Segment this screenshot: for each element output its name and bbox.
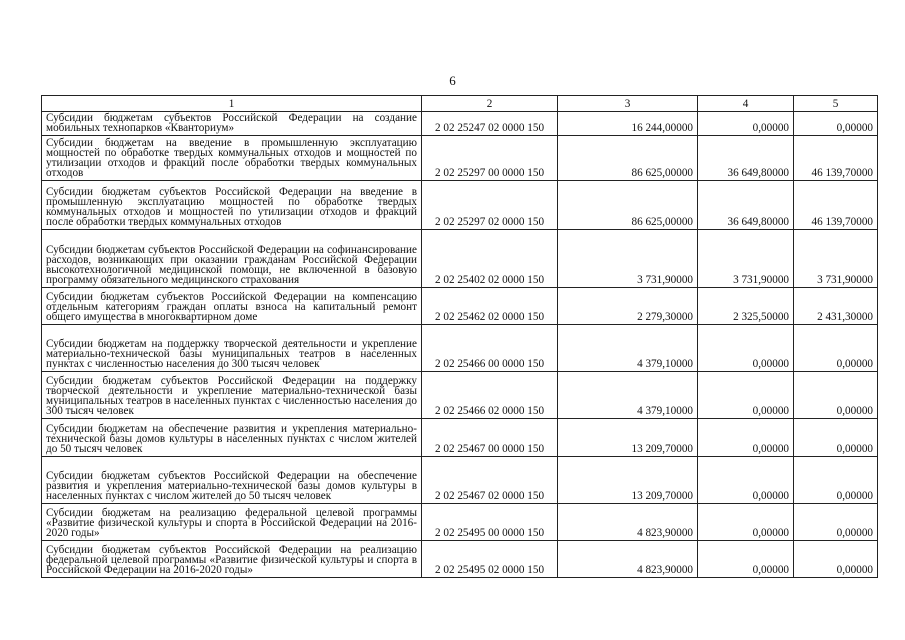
row-value-col3: 2 279,30000 [558, 288, 698, 325]
row-code: 2 02 25297 00 0000 150 [422, 136, 558, 181]
table-row [42, 288, 878, 325]
row-value-col3: 16 244,00000 [558, 112, 698, 136]
table-row [42, 181, 878, 230]
row-value-col5: 2 431,30000 [794, 288, 878, 325]
table-header-row [42, 96, 878, 112]
row-value-col5: 0,00000 [794, 112, 878, 136]
row-description: Субсидии бюджетам субъектов Российской Федерации на поддержку творческой деятельности и укрепление материально-технической базы муниципальных театров в населенных пунктах с численностью населения до 300 тысяч человек [42, 372, 422, 419]
row-value-col5: 0,00000 [794, 419, 878, 457]
row-value-col4: 0,00000 [698, 112, 794, 136]
row-description: Субсидии бюджетам субъектов Российской Федерации на создание мобильных технопарков «Кванториум» [42, 112, 422, 136]
row-value-col4: 3 731,90000 [698, 230, 794, 288]
row-value-col3: 4 379,10000 [558, 372, 698, 419]
row-value-col3: 86 625,00000 [558, 136, 698, 181]
table-row [42, 504, 878, 541]
row-value-col3: 13 209,70000 [558, 457, 698, 504]
row-value-col5: 0,00000 [794, 504, 878, 541]
row-code: 2 02 25297 02 0000 150 [422, 181, 558, 230]
page-number: 6 [449, 73, 456, 88]
row-value-col5: 0,00000 [794, 541, 878, 578]
row-value-col4: 0,00000 [698, 504, 794, 541]
row-value-col4: 36 649,80000 [698, 181, 794, 230]
row-description: Субсидии бюджетам субъектов Российской Федерации на реализацию федеральной целевой программы «Развитие физической культуры и спорта в Российской Федерации на 2016-2020 годы» [42, 541, 422, 578]
table-row [42, 372, 878, 419]
row-code: 2 02 25467 02 0000 150 [422, 457, 558, 504]
row-value-col3: 13 209,70000 [558, 419, 698, 457]
row-value-col4: 0,00000 [698, 325, 794, 372]
row-code: 2 02 25402 02 0000 150 [422, 230, 558, 288]
row-description: Субсидии бюджетам на введение в промышленную эксплуатацию мощностей по обработке твердых коммунальных отходов и мощностей по утилизации отходов и фракций после обработки твердых коммунальных отходов [42, 136, 422, 181]
header-cell-2: 2 [422, 96, 558, 112]
row-value-col4: 36 649,80000 [698, 136, 794, 181]
row-value-col4: 0,00000 [698, 457, 794, 504]
header-cell-5: 5 [794, 96, 878, 112]
row-value-col5: 0,00000 [794, 325, 878, 372]
row-description: Субсидии бюджетам на поддержку творческой деятельности и укрепление материально-технической базы муниципальных театров в населенных пунктах с численностью населения до 300 тысяч человек [42, 325, 422, 372]
row-value-col4: 0,00000 [698, 372, 794, 419]
row-value-col4: 0,00000 [698, 541, 794, 578]
row-description: Субсидии бюджетам субъектов Российской Федерации на обеспечение развития и укрепления материально-технической базы домов культуры в населенных пунктах с числом жителей до 50 тысяч человек [42, 457, 422, 504]
table-row [42, 325, 878, 372]
row-description: Субсидии бюджетам на обеспечение развития и укрепления материально-технической базы домов культуры в населенных пунктах с числом жителей до 50 тысяч человек [42, 419, 422, 457]
row-code: 2 02 25466 00 0000 150 [422, 325, 558, 372]
row-code: 2 02 25462 02 0000 150 [422, 288, 558, 325]
row-value-col5: 46 139,70000 [794, 136, 878, 181]
row-value-col5: 0,00000 [794, 372, 878, 419]
row-code: 2 02 25466 02 0000 150 [422, 372, 558, 419]
row-value-col4: 0,00000 [698, 419, 794, 457]
row-value-col3: 86 625,00000 [558, 181, 698, 230]
header-cell-1: 1 [42, 96, 422, 112]
row-value-col3: 3 731,90000 [558, 230, 698, 288]
row-value-col5: 3 731,90000 [794, 230, 878, 288]
row-code: 2 02 25467 00 0000 150 [422, 419, 558, 457]
row-value-col3: 4 379,10000 [558, 325, 698, 372]
table-row [42, 112, 878, 136]
header-cell-3: 3 [558, 96, 698, 112]
row-code: 2 02 25247 02 0000 150 [422, 112, 558, 136]
table-row [42, 230, 878, 288]
row-description: Субсидии бюджетам субъектов Российской Федерации на введение в промышленную эксплуатацию мощностей по обработке твердых коммунальных отходов и мощностей по утилизации отходов и фракций после обработки твердых коммунальных отходов [42, 181, 422, 230]
table-row [42, 136, 878, 181]
row-value-col5: 46 139,70000 [794, 181, 878, 230]
budget-table [41, 95, 878, 578]
row-description: Субсидии бюджетам на реализацию федеральной целевой программы «Развитие физической культуры и спорта в Российской Федерации на 2016-2020 годы» [42, 504, 422, 541]
table-row [42, 419, 878, 457]
row-description: Субсидии бюджетам субъектов Российской Федерации на компенсацию отдельным категориям граждан оплаты взноса на капитальный ремонт общего имущества в многоквартирном доме [42, 288, 422, 325]
row-value-col5: 0,00000 [794, 457, 878, 504]
row-value-col3: 4 823,90000 [558, 504, 698, 541]
header-cell-4: 4 [698, 96, 794, 112]
table-row [42, 457, 878, 504]
row-value-col3: 4 823,90000 [558, 541, 698, 578]
row-code: 2 02 25495 02 0000 150 [422, 541, 558, 578]
row-description: Субсидии бюджетам субъектов Российской Федерации на софинансирование расходов, возникающих при оказании гражданам Российской Федерации высокотехнологичной медицинской помощи, не включенной в базовую программу обязательного медицинского страхования [42, 230, 422, 288]
row-value-col4: 2 325,50000 [698, 288, 794, 325]
row-code: 2 02 25495 00 0000 150 [422, 504, 558, 541]
table-row [42, 541, 878, 578]
